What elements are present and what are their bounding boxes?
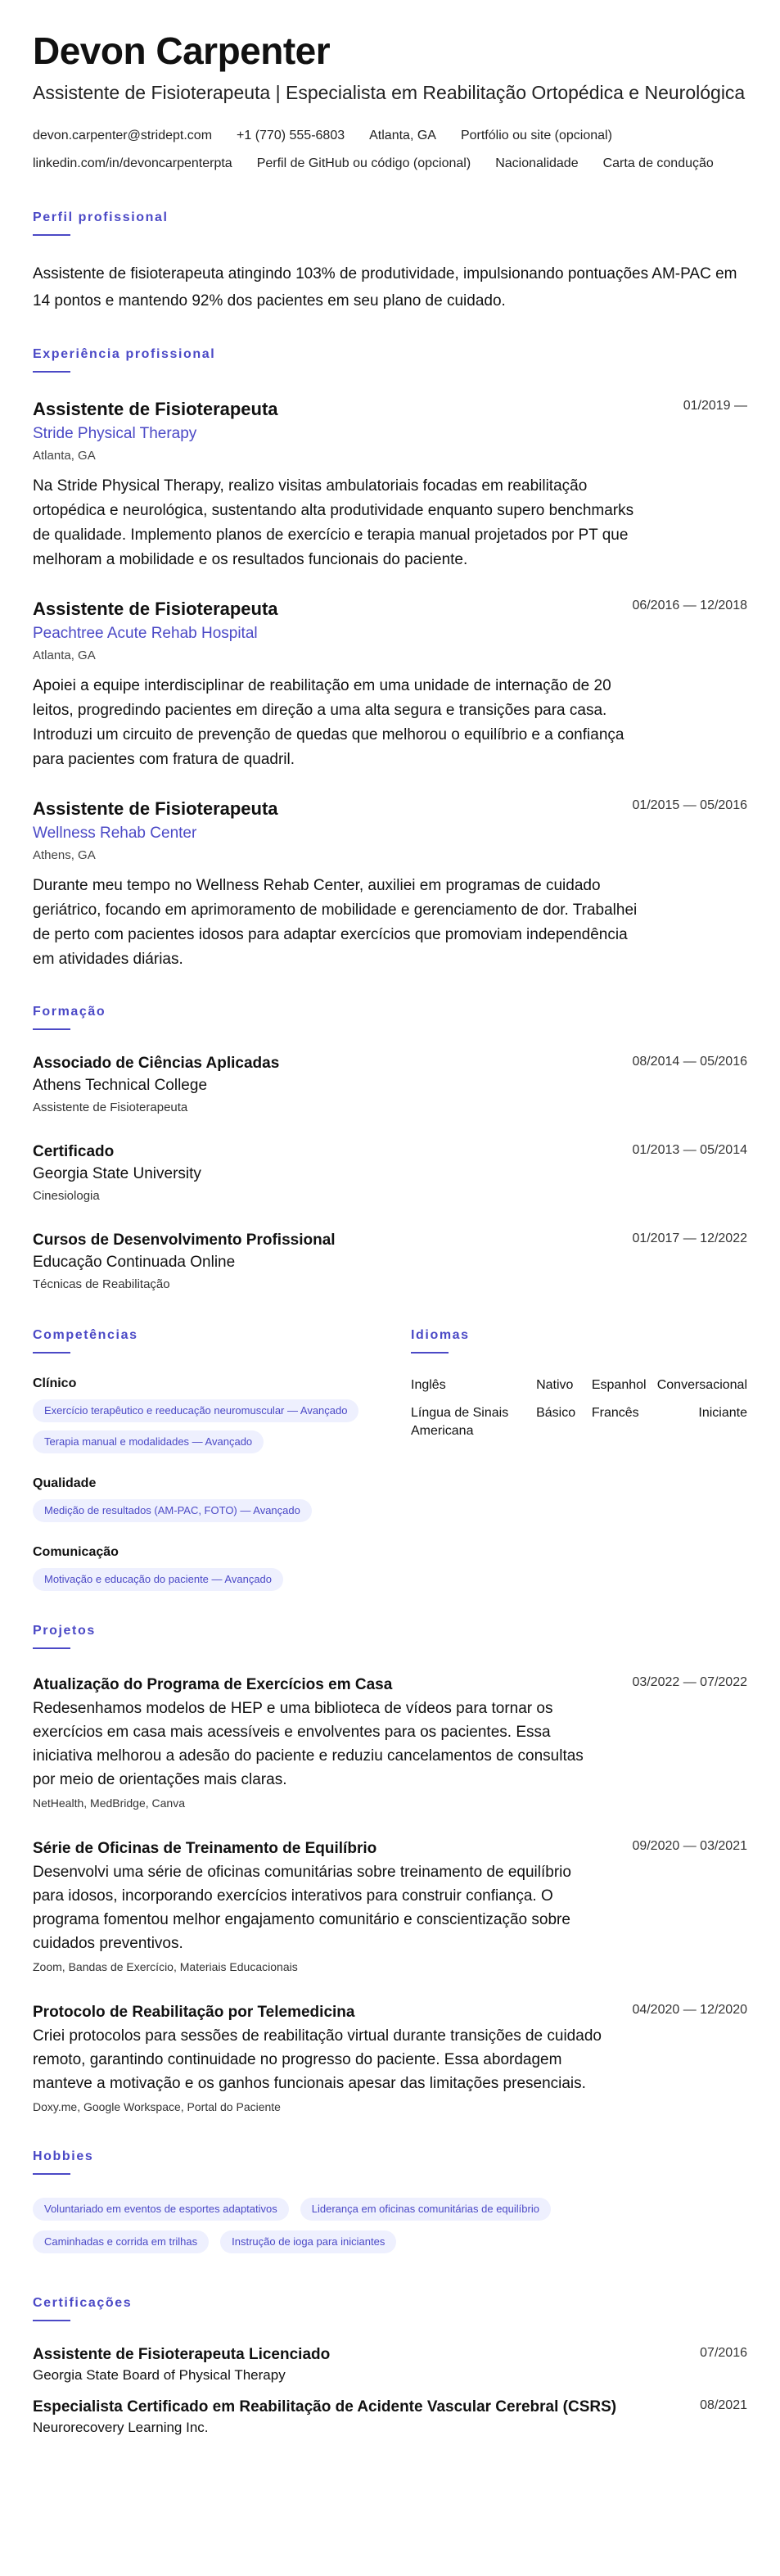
language-name: Língua de Sinais Americana bbox=[411, 1406, 509, 1439]
summary-text: Assistente de fisioterapeuta atingindo 103% de produtividade, impulsionando pontuações AM-PAC em 14 pontos e mantendo 92% dos pacientes em seu plano de cuidado. bbox=[33, 265, 737, 310]
section-divider bbox=[33, 234, 70, 236]
headline: Assistente de Fisioterapeuta | Especialista em Reabilitação Ortopédica e Neurológica bbox=[33, 82, 746, 104]
skill-chip: Motivação e educação do paciente — Avançado bbox=[33, 1568, 283, 1591]
education-dates: 01/2013 — 05/2014 bbox=[632, 1143, 747, 1158]
candidate-name: Devon Carpenter bbox=[33, 29, 331, 72]
project-item bbox=[33, 1674, 747, 1813]
job-title: Assistente de Fisioterapeuta bbox=[33, 399, 278, 420]
language-row bbox=[411, 1376, 747, 1404]
degree: Cursos de Desenvolvimento Profissional bbox=[33, 1232, 336, 1250]
certification-item bbox=[33, 2397, 747, 2438]
language-name: Espanhol bbox=[591, 1378, 647, 1393]
skill-chip: Terapia manual e modalidades — Avançado bbox=[33, 1430, 264, 1453]
skill-group-title: Qualidade bbox=[33, 1476, 97, 1491]
section-divider bbox=[33, 2173, 70, 2175]
contact-phone[interactable]: +1 (770) 555-6803 bbox=[237, 129, 345, 143]
section-title: Hobbies bbox=[33, 2149, 94, 2164]
project-dates: 03/2022 — 07/2022 bbox=[632, 1675, 747, 1690]
summary-section bbox=[33, 210, 747, 314]
experience-item bbox=[33, 597, 747, 772]
job-location: Atlanta, GA bbox=[33, 449, 96, 463]
contact-location: Atlanta, GA bbox=[369, 129, 436, 143]
job-location: Athens, GA bbox=[33, 848, 96, 863]
language-name: Francês bbox=[591, 1406, 639, 1421]
language-level: Conversacional bbox=[656, 1378, 747, 1393]
experience-section bbox=[33, 347, 747, 972]
languages-table bbox=[411, 1376, 747, 1450]
section-divider bbox=[33, 1352, 70, 1354]
education-item bbox=[33, 1230, 747, 1295]
project-tools: Doxy.me, Google Workspace, Portal do Paciente bbox=[33, 2100, 281, 2114]
section-title: Idiomas bbox=[411, 1328, 470, 1343]
job-title: Assistente de Fisioterapeuta bbox=[33, 798, 278, 820]
education-dates: 01/2017 — 12/2022 bbox=[632, 1232, 747, 1246]
certification-date: 08/2021 bbox=[700, 2398, 747, 2413]
section-divider bbox=[33, 1028, 70, 1030]
job-dates: 01/2015 — 05/2016 bbox=[632, 798, 747, 813]
languages-section bbox=[411, 1328, 747, 1591]
section-title: Formação bbox=[33, 1005, 106, 1019]
section-divider bbox=[33, 1647, 70, 1649]
education-item bbox=[33, 1053, 747, 1119]
language-level: Iniciante bbox=[698, 1406, 747, 1421]
certifications-section bbox=[33, 2296, 747, 2438]
certification-item bbox=[33, 2344, 747, 2385]
project-description: Criei protocolos para sessões de reabilitação virtual durante transições de cuidado remoto, garantindo continuidade no progresso do paciente. Essa abordagem manteve a motivação e os ganhos funcionais apesar das limitações presenciais. bbox=[33, 2027, 602, 2093]
contact-linkedin[interactable]: linkedin.com/in/devoncarpenterpta bbox=[33, 156, 232, 171]
experience-item bbox=[33, 797, 747, 972]
section-divider bbox=[33, 371, 70, 373]
skill-chip: Exercício terapêutico e reeducação neuromuscular — Avançado bbox=[33, 1399, 358, 1422]
section-title: Competências bbox=[33, 1328, 138, 1343]
contact-email[interactable]: devon.carpenter@stridept.com bbox=[33, 129, 213, 143]
project-title: Atualização do Programa de Exercícios em Casa bbox=[33, 1676, 393, 1694]
school-name: Georgia State University bbox=[33, 1165, 201, 1183]
contact-portfolio[interactable]: Portfólio ou site (opcional) bbox=[460, 129, 612, 143]
skill-group bbox=[33, 1376, 376, 1453]
skills-section bbox=[33, 1328, 376, 1591]
section-title: Perfil profissional bbox=[33, 210, 169, 225]
skills-languages-row bbox=[33, 1328, 747, 1591]
project-description: Redesenhamos modelos de HEP e uma biblioteca de vídeos para tornar os exercícios em casa mais acessíveis e envolventes para os pacientes. Essa iniciativa melhorou a adesão do paciente e reduziu cancelamentos de consultas por meio de orientações mais claras. bbox=[33, 1700, 584, 1789]
language-row bbox=[411, 1404, 747, 1450]
project-description: Desenvolvi uma série de oficinas comunitárias sobre treinamento de equilíbrio para idosos, incorporando exercícios interativos para construir confiança. O programa fomentou melhor engajamento comunitário e conscientização sobre cuidados preventivos. bbox=[33, 1864, 571, 1953]
school-name: Educação Continuada Online bbox=[33, 1254, 236, 1272]
company-name: Stride Physical Therapy bbox=[33, 425, 197, 443]
language-level: Nativo bbox=[536, 1378, 574, 1393]
section-divider bbox=[33, 2320, 70, 2321]
skill-group-title: Clínico bbox=[33, 1376, 77, 1391]
company-name: Peachtree Acute Rehab Hospital bbox=[33, 625, 258, 643]
job-title: Assistente de Fisioterapeuta bbox=[33, 599, 278, 620]
project-title: Protocolo de Reabilitação por Telemedicina bbox=[33, 2004, 355, 2022]
hobby-chip: Caminhadas e corrida em trilhas bbox=[33, 2230, 209, 2253]
projects-section bbox=[33, 1624, 747, 2117]
contact-nationality: Nacionalidade bbox=[495, 156, 579, 171]
hobby-chip: Instrução de ioga para iniciantes bbox=[220, 2230, 396, 2253]
skill-group bbox=[33, 1545, 376, 1591]
degree: Certificado bbox=[33, 1143, 115, 1161]
section-title: Experiência profissional bbox=[33, 347, 216, 362]
hobby-chip-list bbox=[33, 2198, 737, 2263]
hobbies-section bbox=[33, 2149, 747, 2263]
skill-group-title: Comunicação bbox=[33, 1545, 119, 1560]
certification-name: Especialista Certificado em Reabilitação de Acidente Vascular Cerebral (CSRS) bbox=[33, 2398, 617, 2416]
skill-chip: Medição de resultados (AM-PAC, FOTO) — Avançado bbox=[33, 1499, 312, 1522]
job-dates: 06/2016 — 12/2018 bbox=[632, 599, 747, 613]
project-item bbox=[33, 2001, 747, 2117]
hobby-chip: Voluntariado em eventos de esportes adaptativos bbox=[33, 2198, 289, 2221]
project-tools: NetHealth, MedBridge, Canva bbox=[33, 1796, 185, 1810]
project-dates: 09/2020 — 03/2021 bbox=[632, 1839, 747, 1854]
contact-driving-license: Carta de condução bbox=[602, 156, 714, 171]
project-tools: Zoom, Bandas de Exercício, Materiais Educacionais bbox=[33, 1960, 298, 1974]
section-title: Certificações bbox=[33, 2296, 133, 2311]
job-description: Durante meu tempo no Wellness Rehab Center, auxiliei em programas de cuidado geriátrico, focando em aprimoramento de mobilidade e gerenciamento de dor. Trabalhei de perto com pacientes idosos para adaptar exercícios que promoviam independência em atividades diárias. bbox=[33, 877, 638, 969]
experience-item bbox=[33, 397, 747, 572]
school-name: Athens Technical College bbox=[33, 1077, 208, 1095]
skill-group bbox=[33, 1476, 376, 1522]
study-field: Assistente de Fisioterapeuta bbox=[33, 1100, 188, 1115]
study-field: Técnicas de Reabilitação bbox=[33, 1277, 170, 1292]
company-name: Wellness Rehab Center bbox=[33, 825, 197, 843]
language-name: Inglês bbox=[411, 1378, 446, 1393]
education-item bbox=[33, 1141, 747, 1207]
certification-issuer: Georgia State Board of Physical Therapy bbox=[33, 2367, 286, 2384]
job-description: Apoiei a equipe interdisciplinar de reabilitação em uma unidade de internação de 20 leitos, progredindo pacientes em direção a uma alta segura e transições para casa. Introduzi um circuito de prevenção de quedas que melhorou o equilíbrio e a confiança para pacientes com fratura de quadril. bbox=[33, 677, 624, 769]
language-level: Básico bbox=[536, 1406, 576, 1421]
certification-name: Assistente de Fisioterapeuta Licenciado bbox=[33, 2346, 331, 2364]
education-section bbox=[33, 1005, 747, 1295]
job-description: Na Stride Physical Therapy, realizo visitas ambulatoriais focadas em reabilitação ortopédica e neurológica, sustentando alta produtividade enquanto supero benchmarks de qualidade. Implemento planos de exercício e terapia manual projetados por PT que melhoram a mobilidade e os resultados funcionais do paciente. bbox=[33, 477, 634, 569]
section-divider bbox=[411, 1352, 449, 1354]
education-dates: 08/2014 — 05/2016 bbox=[632, 1055, 747, 1069]
certification-issuer: Neurorecovery Learning Inc. bbox=[33, 2420, 209, 2436]
project-item bbox=[33, 1837, 747, 1977]
project-title: Série de Oficinas de Treinamento de Equilíbrio bbox=[33, 1840, 377, 1858]
contact-list bbox=[33, 122, 747, 178]
degree: Associado de Ciências Aplicadas bbox=[33, 1055, 280, 1073]
hobby-chip: Liderança em oficinas comunitárias de equilíbrio bbox=[300, 2198, 551, 2221]
project-dates: 04/2020 — 12/2020 bbox=[632, 2003, 747, 2018]
job-location: Atlanta, GA bbox=[33, 649, 96, 663]
section-title: Projetos bbox=[33, 1624, 96, 1638]
job-dates: 01/2019 — bbox=[683, 399, 747, 414]
certification-date: 07/2016 bbox=[700, 2346, 747, 2361]
study-field: Cinesiologia bbox=[33, 1189, 100, 1204]
contact-github[interactable]: Perfil de GitHub ou código (opcional) bbox=[256, 156, 471, 171]
